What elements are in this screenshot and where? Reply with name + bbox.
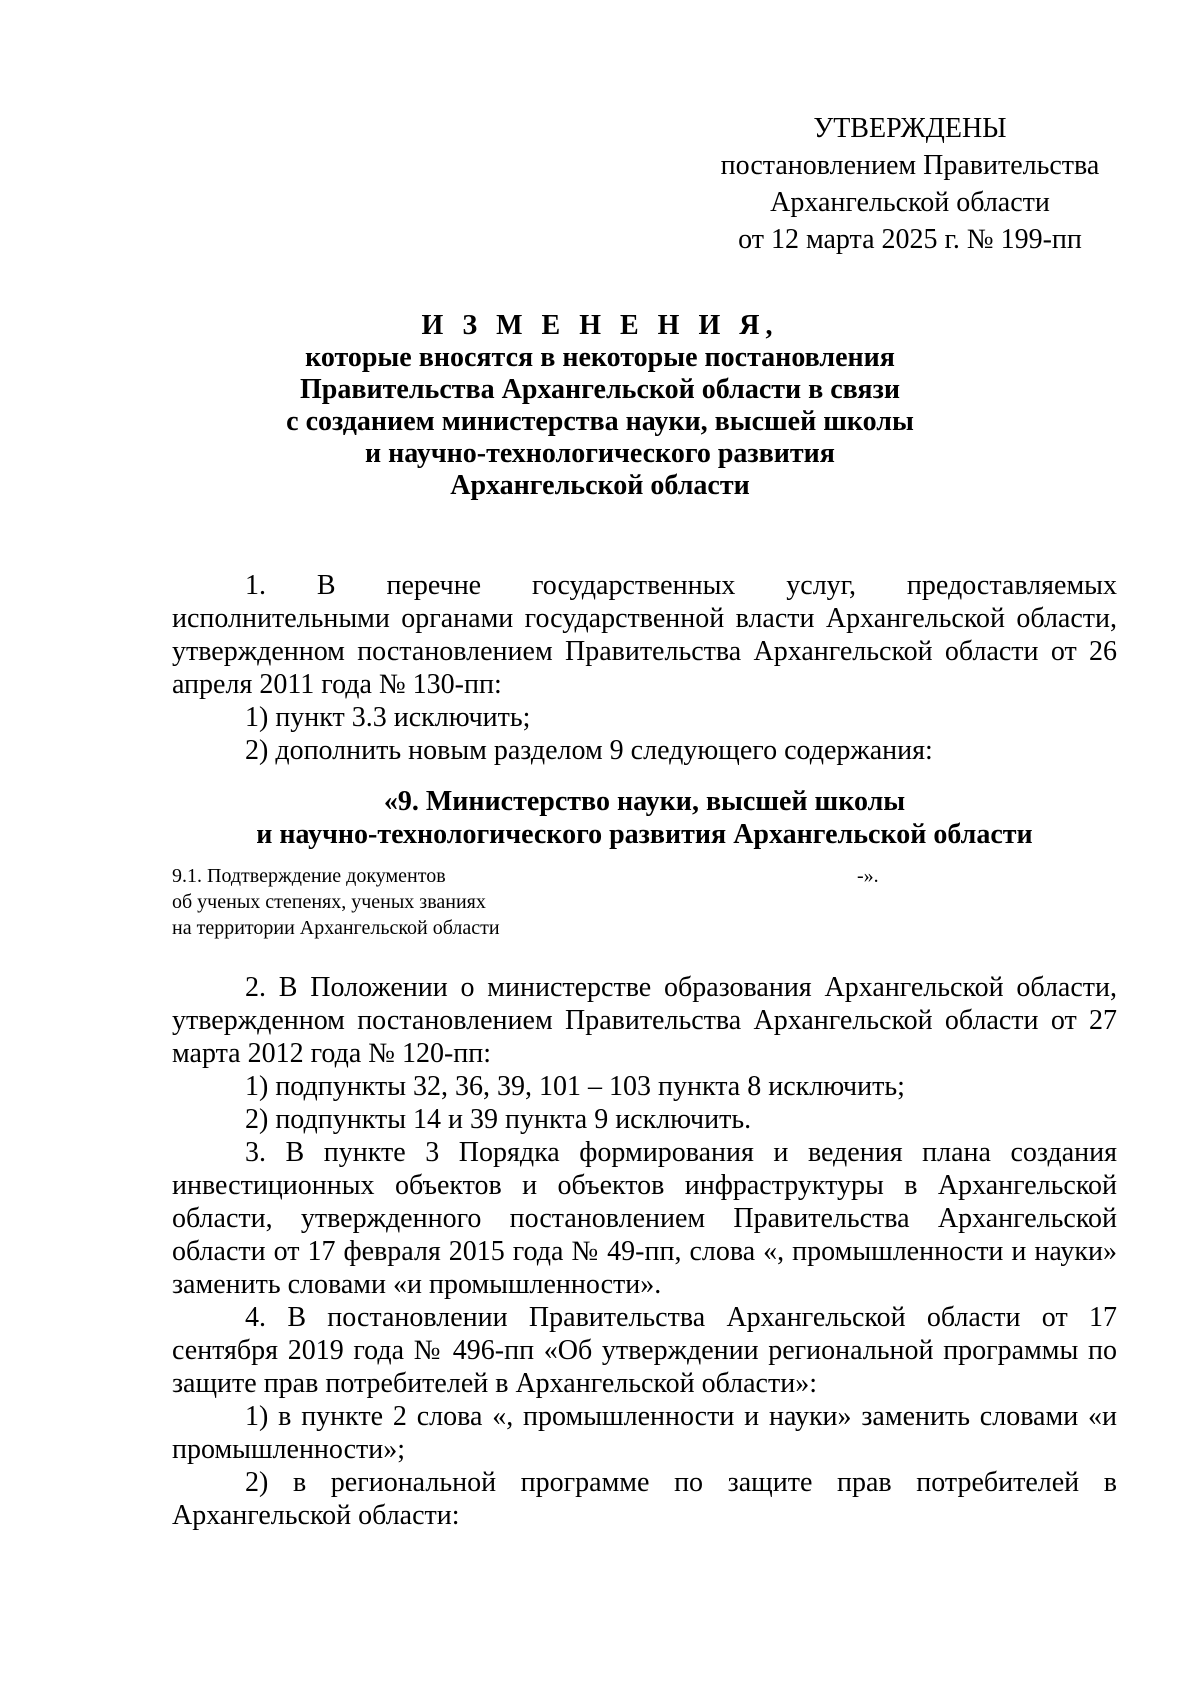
approval-title: УТВЕРЖДЕНЫ — [813, 113, 1007, 144]
heading-line: и научно-технологического развития — [365, 438, 835, 469]
service-name-line: на территории Архангельской области — [172, 917, 500, 939]
heading-line: Правительства Архангельской области в связи — [300, 374, 900, 405]
section-heading — [172, 785, 1117, 851]
heading-line: с созданием министерства науки, высшей школы — [286, 406, 914, 437]
paragraph-4-item-2: 2) в региональной программе по защите прав потребителей в Архангельской области: — [172, 1467, 1117, 1531]
section-heading-line: и научно-технологического развития Архангельской области — [256, 819, 1033, 850]
paragraph-1-item: 2) дополнить новым разделом 9 следующего содержания: — [245, 735, 933, 766]
service-mark-cell: -». — [857, 865, 879, 887]
heading-title: И З М Е Н Е Н И Я, — [421, 310, 779, 341]
section-heading-line: «9. Министерство науки, высшей школы — [383, 786, 906, 817]
paragraph-1: 1. В перечне государственных услуг, предоставляемых исполнительными органами государственной власти Архангельской области, утвержденном постановлением Правительства Архангельской области от 26 апреля 2011 года № 130-пп: — [172, 570, 1117, 700]
paragraph-2-item: 2) подпункты 14 и 39 пункта 9 исключить. — [245, 1104, 752, 1135]
approval-block — [700, 110, 1120, 258]
approval-line: Архангельской области — [770, 187, 1050, 218]
document-body — [172, 569, 1117, 1532]
paragraph-4: 4. В постановлении Правительства Архангельской области от 17 сентября 2019 года № 496-пп «Об утверждении региональной программы по защите прав потребителей в Архангельской области»: — [172, 1302, 1117, 1399]
paragraph-2: 2. В Положении о министерстве образования Архангельской области, утвержденном постановлением Правительства Архангельской области от 27 марта 2012 года № 120-пп: — [172, 972, 1117, 1069]
service-table-row — [172, 863, 1117, 951]
paragraph-1-item: 1) пункт 3.3 исключить; — [245, 702, 531, 733]
paragraph-3: 3. В пункте 3 Порядка формирования и ведения плана создания инвестиционных объектов и объектов инфраструктуры в Архангельской области, утвержденного постановлением Правительства Архангельской области от 17 февраля 2015 года № 49-пп, слова «, промышленности и науки» заменить словами «и промышленности». — [172, 1137, 1117, 1300]
service-name-line: 9.1. Подтверждение документов — [172, 865, 446, 887]
service-name-cell — [172, 863, 592, 941]
heading-line: которые вносятся в некоторые постановления — [305, 342, 895, 373]
paragraph-4-item-1: 1) в пункте 2 слова «, промышленности и науки» заменить словами «и промышленности»; — [172, 1401, 1117, 1465]
heading-line: Архангельской области — [450, 470, 750, 501]
approval-line: постановлением Правительства — [720, 150, 1100, 181]
document-heading — [150, 310, 1050, 502]
service-name-line: об ученых степенях, ученых званиях — [172, 891, 486, 913]
approval-date-line: от 12 марта 2025 г. № 199-пп — [738, 224, 1082, 255]
paragraph-2-item: 1) подпункты 32, 36, 39, 101 – 103 пункта 8 исключить; — [245, 1071, 905, 1102]
